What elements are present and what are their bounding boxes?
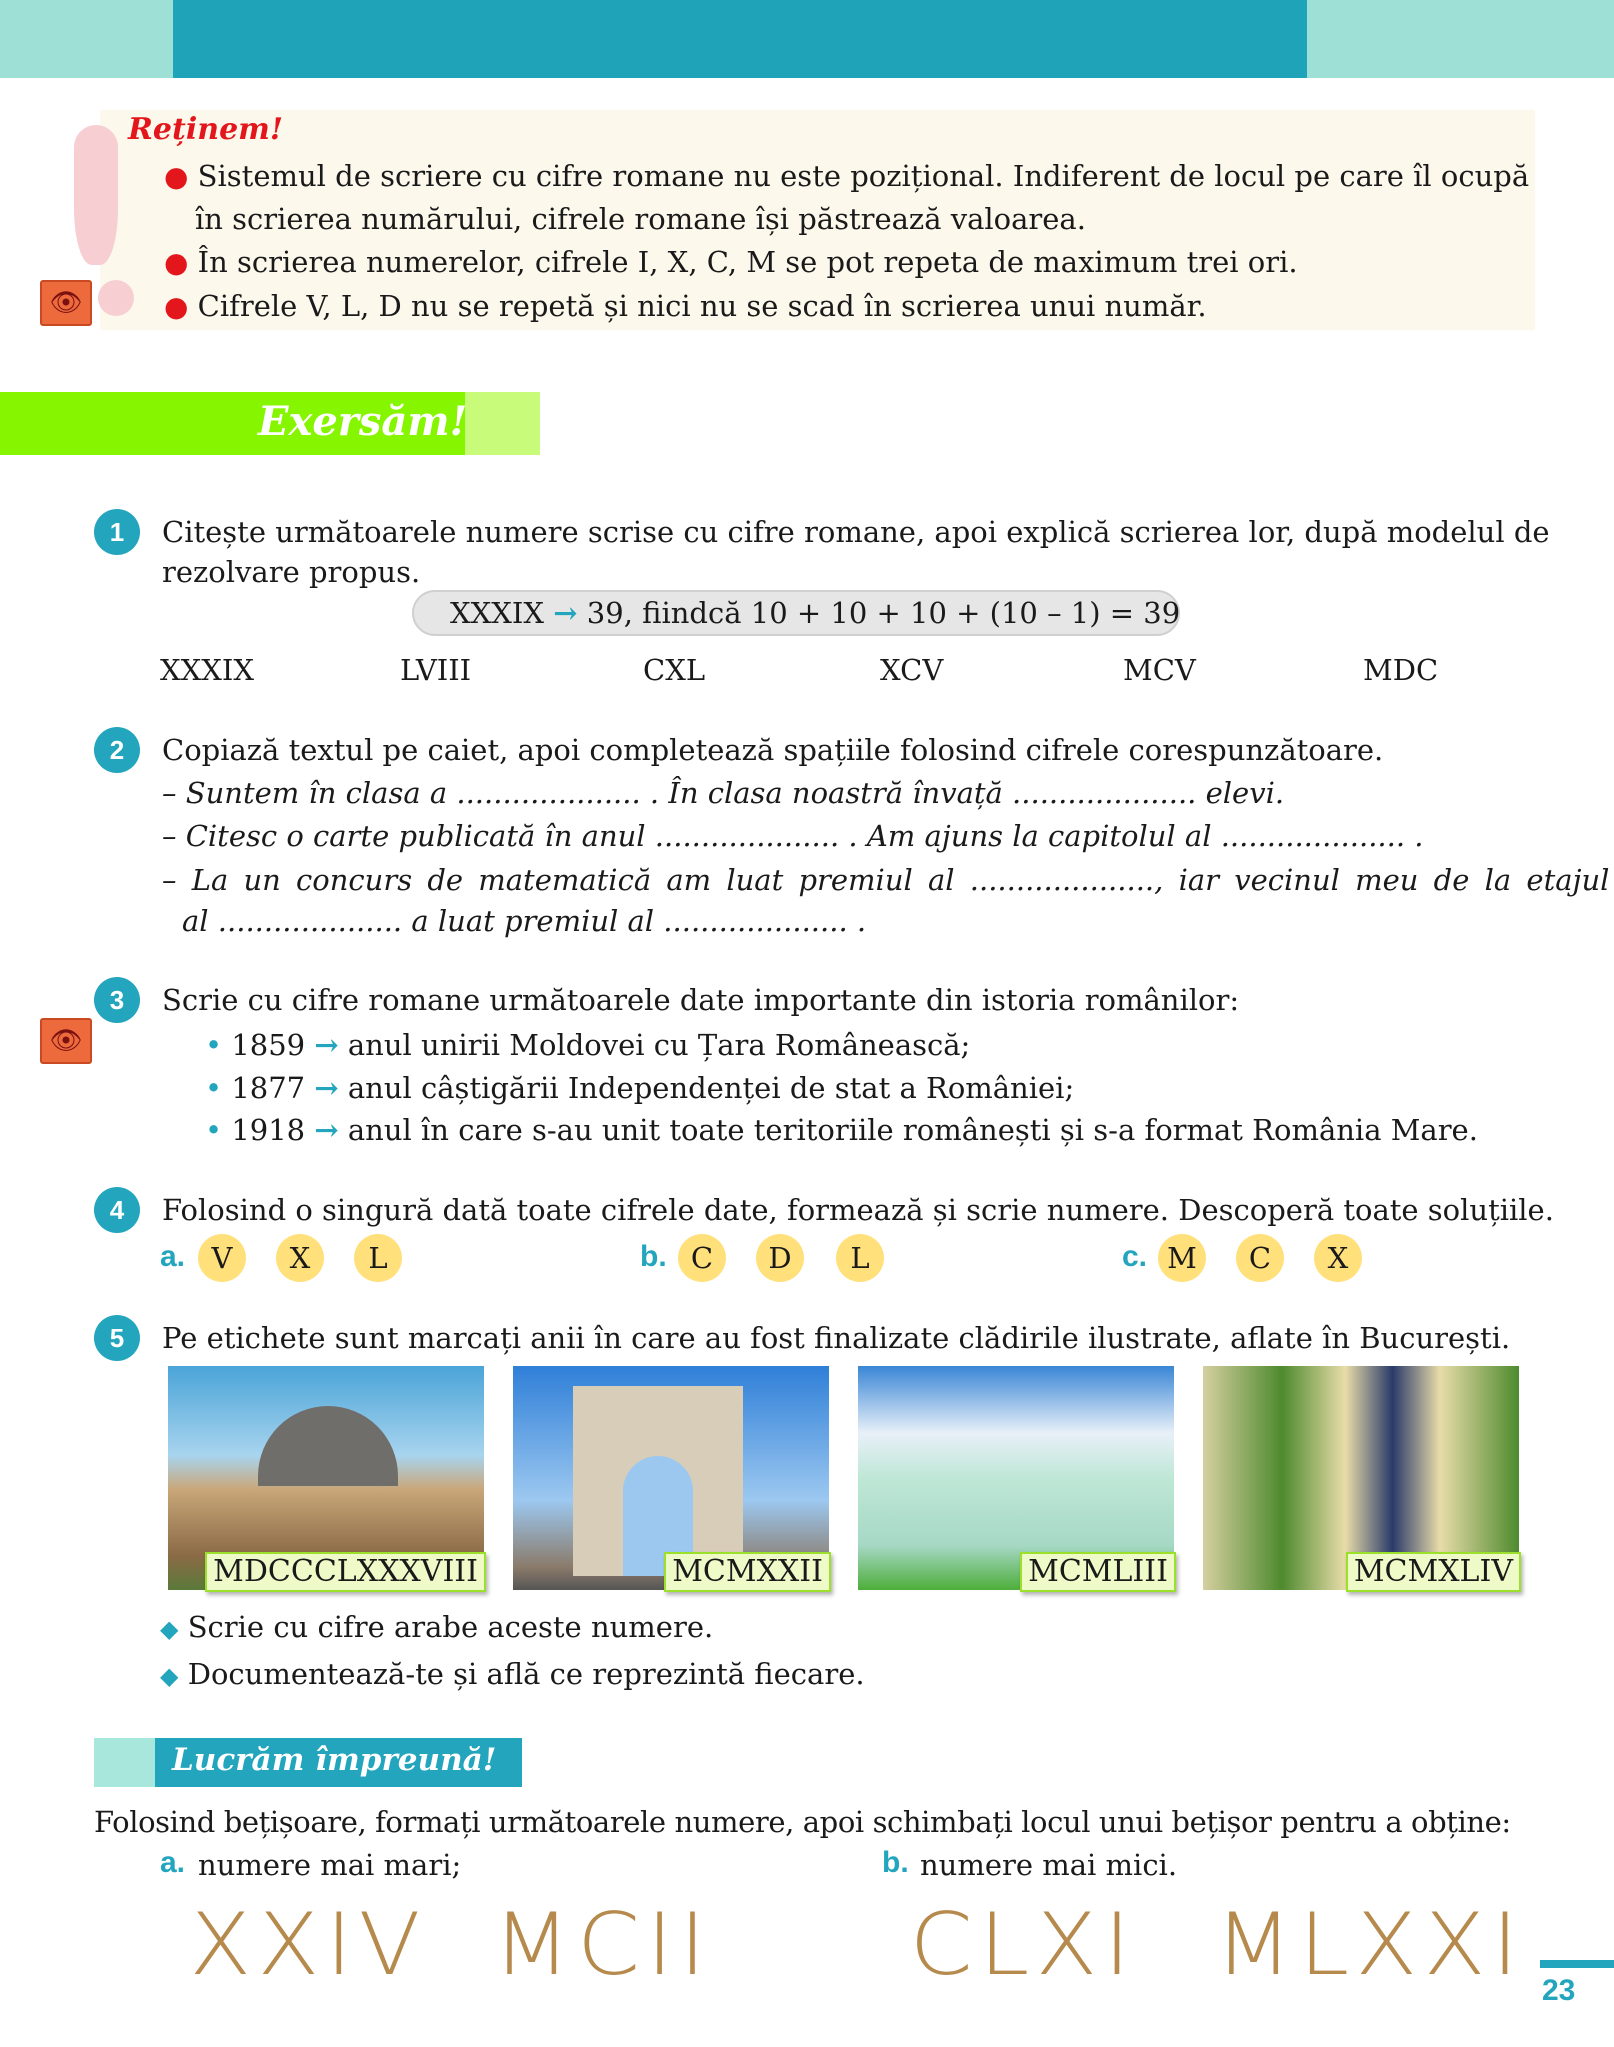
roman-number: MDC [1363, 653, 1439, 687]
exercise-number: 2 [94, 727, 140, 773]
retinem-bullet-cont: în scrierea numărului, cifrele romane își păstrează valoarea. [195, 202, 1086, 236]
digit-circle: L [354, 1234, 402, 1282]
lucram-banner-start [94, 1738, 155, 1787]
b-label: b. [882, 1846, 909, 1879]
group-label: c. [1122, 1240, 1148, 1273]
exersam-title: Exersăm! [258, 398, 468, 445]
matchstick-number: MLXXI [1214, 1895, 1525, 1995]
ex1-text: Citește următoarele numere scrise cu cifre romane, apoi explică scrierea lor, după modelul de [162, 515, 1550, 549]
exercise-number: 3 [94, 977, 140, 1023]
ex1-text: rezolvare propus. [162, 555, 421, 589]
matchstick-number: MCII [492, 1895, 713, 1995]
exclamation-decoration [74, 125, 118, 265]
a-label: a. [160, 1846, 186, 1879]
ex2-line: – Citesc o carte publicată în anul .................... . Am ajuns la capitolul al .................... . [162, 819, 1424, 853]
ex3-item: • 1859 → anul unirii Moldovei cu Țara Românească; [205, 1028, 971, 1062]
digit-circle: X [1314, 1234, 1362, 1282]
matchstick-number: CLXI [909, 1895, 1137, 1995]
top-bar-dark [173, 0, 1307, 78]
group-label: a. [160, 1240, 186, 1273]
ex2-line: – La un concurs de matematică am luat premiul al ...................., iar vecinul meu de la etajul [162, 863, 1610, 897]
diamond-icon: ◆ [160, 1662, 179, 1690]
year-label: MDCCCLXXXVIII [205, 1552, 486, 1592]
group-label: b. [640, 1240, 667, 1273]
ex5-task: ◆ Documentează-te și află ce reprezintă fiecare. [160, 1657, 865, 1691]
year-label: MCMLIII [1020, 1552, 1176, 1592]
b-text: numere mai mici. [920, 1848, 1178, 1882]
year-label: MCMXLIV [1346, 1552, 1521, 1592]
model-pill: XXXIX → 39, fiindcă 10 + 10 + 10 + (10 – 1) = 39 [412, 590, 1180, 636]
photo-ateneu [168, 1366, 484, 1590]
digit-circle: X [276, 1234, 324, 1282]
ex5-task: ◆ Scrie cu cifre arabe aceste numere. [160, 1610, 714, 1644]
exercise-number: 5 [94, 1315, 140, 1361]
digit-circle: V [198, 1234, 246, 1282]
digit-circle: M [1158, 1234, 1206, 1282]
matchstick-number: XXIV [189, 1895, 427, 1995]
ex2-line: – Suntem în clasa a .................... . În clasa noastră învață .................... elevi. [162, 776, 1285, 810]
ex2-line: al .................... a luat premiul al .................... . [182, 904, 867, 938]
ex3-intro: Scrie cu cifre romane următoarele date importante din istoria românilor: [162, 983, 1240, 1017]
digit-circle: C [1236, 1234, 1284, 1282]
diamond-icon: ◆ [160, 1615, 179, 1643]
eye-icon: 👁 [40, 280, 92, 326]
exercise-number: 4 [94, 1187, 140, 1233]
arrow-icon: → [314, 1071, 339, 1105]
roman-number: LVIII [400, 653, 472, 687]
exersam-banner-end [465, 392, 540, 455]
a-text: numere mai mari; [198, 1848, 462, 1882]
roman-number: MCV [1123, 653, 1196, 687]
year-label: MCMXXII [664, 1552, 831, 1592]
exclamation-dot [98, 280, 134, 316]
page-number: 23 [1542, 1974, 1576, 2007]
arrow-icon: → [314, 1028, 339, 1062]
arrow-icon: → [314, 1113, 339, 1147]
lucram-title: Lucrăm împreună! [172, 1742, 497, 1778]
ex2-intro: Copiază textul pe caiet, apoi completează spațiile folosind cifrele corespunzătoare. [162, 733, 1384, 767]
roman-number: XCV [880, 653, 944, 687]
retinem-bullet: ● Cifrele V, L, D nu se repetă și nici nu se scad în scrierea unui număr. [164, 289, 1207, 323]
ex3-item: • 1877 → anul câștigării Independenței de stat a României; [205, 1071, 1075, 1105]
roman-number: CXL [643, 653, 706, 687]
retinem-bullet: ● Sistemul de scriere cu cifre romane nu este pozițional. Indiferent de locul pe care îl ocupă [164, 159, 1530, 193]
ex4-intro: Folosind o singură dată toate cifrele date, formează și scrie numere. Descoperă toate soluțiile. [162, 1193, 1554, 1227]
digit-circle: D [756, 1234, 804, 1282]
lucram-intro: Folosind bețișoare, formați următoarele numere, apoi schimbați locul unui bețișor pentru a obține: [94, 1805, 1511, 1839]
photo-tnb [858, 1366, 1174, 1590]
exercise-number: 1 [94, 509, 140, 555]
ex3-item: • 1918 → anul în care s-au unit toate teritoriile românești și s-a format România Mare. [205, 1113, 1478, 1147]
retinem-title: Reținem! [128, 112, 284, 147]
digit-circle: C [678, 1234, 726, 1282]
roman-number: XXXIX [160, 653, 255, 687]
eye-icon: 👁 [40, 1018, 92, 1064]
digit-circle: L [836, 1234, 884, 1282]
arrow-icon: → [553, 596, 578, 630]
retinem-bullet: ● În scrierea numerelor, cifrele I, X, C, M se pot repeta de maximum trei ori. [164, 245, 1298, 279]
photo-muzeu [1203, 1366, 1519, 1590]
photo-arc [513, 1366, 829, 1590]
page-number-bar [1540, 1960, 1614, 1968]
ex5-intro: Pe etichete sunt marcați anii în care au fost finalizate clădirile ilustrate, aflate în București. [162, 1321, 1511, 1355]
